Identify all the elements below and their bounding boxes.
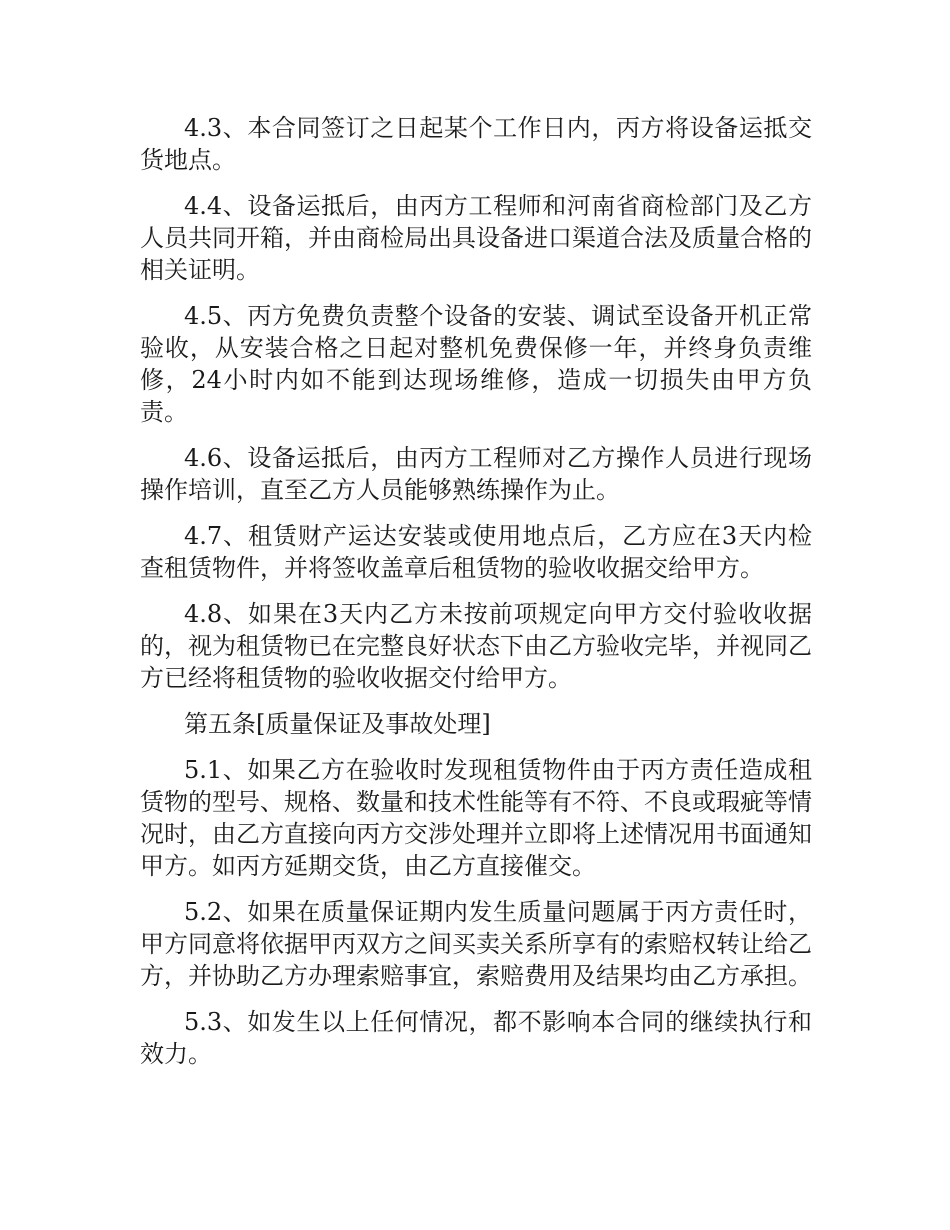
document-body — [140, 112, 812, 1084]
clause-4-3: 4.3、本合同签订之日起某个工作日内，丙方将设备运抵交货地点。 — [140, 114, 812, 174]
clause-4-7: 4.7、租赁财产运达安装或使用地点后，乙方应在3天内检查租赁物件，并将签收盖章后租赁物的验收收据交给甲方。 — [140, 522, 812, 582]
clause-5-1: 5.1、如果乙方在验收时发现租赁物件由于丙方责任造成租赁物的型号、规格、数量和技术性能等有不符、不良或瑕疵等情况时，由乙方直接向丙方交涉处理并立即将上述情况用书面通知甲方。如丙方延期交货，由乙方直接催交。 — [140, 756, 812, 880]
clause-5-3: 5.3、如发生以上任何情况，都不影响本合同的继续执行和效力。 — [140, 1008, 812, 1068]
clause-5-2: 5.2、如果在质量保证期内发生质量问题属于丙方责任时，甲方同意将依据甲丙双方之间买卖关系所享有的索赔权转让给乙方，并协助乙方办理索赔事宜，索赔费用及结果均由乙方承担。 — [140, 898, 812, 990]
article-5-heading: 第五条[质量保证及事故处理] — [184, 710, 491, 738]
clause-4-6: 4.6、设备运抵后，由丙方工程师对乙方操作人员进行现场操作培训，直至乙方人员能够熟练操作为止。 — [140, 444, 812, 504]
clause-4-8: 4.8、如果在3天内乙方未按前项规定向甲方交付验收收据的，视为租赁物已在完整良好状态下由乙方验收完毕，并视同乙方已经将租赁物的验收收据交付给甲方。 — [140, 600, 812, 692]
clause-4-5: 4.5、丙方免费负责整个设备的安装、调试至设备开机正常验收，从安装合格之日起对整机免费保修一年，并终身负责维修，24小时内如不能到达现场维修，造成一切损失由甲方负责。 — [140, 302, 812, 426]
clause-4-4: 4.4、设备运抵后，由丙方工程师和河南省商检部门及乙方人员共同开箱，并由商检局出具设备进口渠道合法及质量合格的相关证明。 — [140, 192, 812, 284]
